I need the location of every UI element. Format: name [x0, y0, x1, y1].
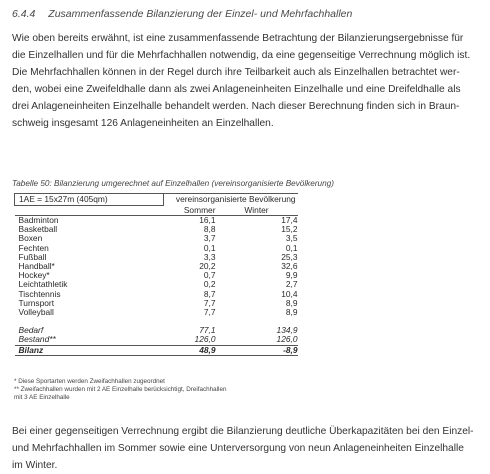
summer-value: 16,1 — [199, 214, 216, 225]
summer-value: 7,7 — [203, 306, 216, 317]
summer-value: 8,7 — [203, 288, 216, 299]
summer-value: 0,1 — [203, 242, 216, 253]
winter-value: 3,5 — [285, 233, 298, 244]
table-body — [15, 215, 298, 317]
group-header: vereinsorganisierte Bevölkerung — [164, 194, 298, 206]
bestand-winter: 126,0 — [276, 334, 298, 345]
sport-name: Leichtathletik — [18, 279, 68, 290]
bilanz-winter: -8,9 — [216, 345, 298, 355]
sport-name: Turnsport — [18, 297, 55, 308]
table-row — [15, 253, 298, 262]
sport-name: Handball* — [18, 260, 55, 271]
sport-name: Badminton — [18, 214, 59, 225]
table-row — [15, 290, 298, 299]
winter-value: 32,6 — [281, 260, 298, 271]
section-number: 6.4.4 — [12, 8, 36, 20]
winter-value: 25,3 — [281, 251, 298, 262]
table-row — [15, 244, 298, 253]
bilanz-row — [15, 345, 298, 355]
bestand-row — [15, 335, 298, 345]
table-header-row — [15, 194, 298, 206]
winter-value: 9,9 — [285, 270, 298, 281]
paragraph-line: den, wobei eine Zweifeldhalle dann als zwei Anlageneinheiten Einzelhalle und eine Dreifeldhalle als — [12, 84, 461, 95]
bedarf-winter: 134,9 — [276, 325, 298, 336]
paragraph-line: und Mehrfachhallen im Sommer sowie eine Unterversorgung von neun Anlageneinheiten Einzelhalle — [12, 443, 464, 454]
winter-value: 15,2 — [281, 224, 298, 235]
bedarf-row — [15, 326, 298, 335]
sport-name: Boxen — [18, 233, 43, 244]
winter-value: 10,4 — [281, 288, 298, 299]
paragraph-line: die Einzelhallen und für die Mehrfachhallen notwendig, da eine gegenseitige Verrechnung möglich ist. — [12, 50, 471, 61]
balance-table — [14, 193, 298, 356]
table-row — [15, 225, 298, 234]
winter-value: 8,9 — [285, 297, 298, 308]
summer-value: 8,8 — [203, 224, 216, 235]
bedarf-summer: 77,1 — [199, 325, 216, 336]
winter-value: 17,4 — [281, 214, 298, 225]
sport-name: Volleyball — [18, 306, 54, 317]
column-header-winter: Winter — [216, 206, 298, 216]
sport-name: Fußball — [18, 251, 47, 262]
column-header-summer: Sommer — [164, 206, 216, 216]
sport-name: Basketball — [18, 224, 58, 235]
section-heading — [12, 8, 352, 20]
sport-name: Fechten — [18, 242, 49, 253]
bilanz-label: Bilanz — [15, 345, 164, 355]
footnote: ** Zweifachhallen wurden mit 2 AE Einzelhalle berücksichtigt, Dreifachhallen — [14, 386, 227, 393]
footnote: * Diese Sportarten werden Zweifachhallen zugeordnet — [14, 378, 165, 385]
summer-value: 20,2 — [199, 260, 216, 271]
bestand-label: Bestand** — [18, 334, 56, 345]
table-caption: Tabelle 50: Bilanzierung umgerechnet auf Einzelhallen (vereinsorganisierte Bevölkerung) — [12, 179, 334, 188]
summer-value: 3,7 — [203, 233, 216, 244]
paragraph-line: drei Anlageneinheiten Einzelhalle behandelt werden. Nach dieser Berechnung finden sich in Braun- — [12, 101, 460, 112]
table-subheader-row — [15, 206, 298, 216]
conclusion-paragraph — [12, 423, 480, 474]
summer-value: 0,7 — [203, 270, 216, 281]
table-row — [15, 234, 298, 243]
sport-name: Tischtennis — [18, 288, 61, 299]
table-row — [15, 262, 298, 271]
table-row — [15, 299, 298, 308]
paragraph-line: Wie oben bereits erwähnt, ist eine zusammenfassende Betrachtung der Bilanzierungsergebnisse für — [12, 33, 464, 44]
summer-value: 0,2 — [203, 279, 216, 290]
summer-value: 7,7 — [203, 297, 216, 308]
bilanz-summer: 48,9 — [164, 345, 216, 355]
paragraph-line: im Winter. — [12, 460, 58, 471]
sport-name: Hockey* — [18, 270, 50, 281]
winter-value: 0,1 — [285, 242, 298, 253]
winter-value: 8,9 — [285, 306, 298, 317]
footnote: mit 3 AE Einzelhalle — [14, 394, 70, 401]
summer-value: 3,3 — [203, 251, 216, 262]
bedarf-label: Bedarf — [18, 325, 44, 336]
table-footnotes — [14, 378, 226, 402]
winter-value: 2,7 — [285, 279, 298, 290]
paragraph-line: schweig insgesamt 126 Anlageneinheiten an Einzelhallen. — [12, 118, 274, 129]
unit-label: 1AE = 15x27m (405qm) — [15, 194, 164, 206]
paragraph-line: Die Mehrfachhallen können in der Regel durch ihre Teilbarkeit auch als Einzelhallen betrachtet wer- — [12, 67, 460, 78]
table-row — [15, 308, 298, 317]
intro-paragraph — [12, 30, 480, 132]
bestand-summer: 126,0 — [194, 334, 216, 345]
paragraph-line: Bei einer gegenseitigen Verrechnung ergibt die Bilanzierung deutliche Überkapazitäten bei den Einzel- — [12, 426, 474, 437]
section-title: Zusammenfassende Bilanzierung der Einzel- und Mehrfachhallen — [48, 8, 353, 20]
